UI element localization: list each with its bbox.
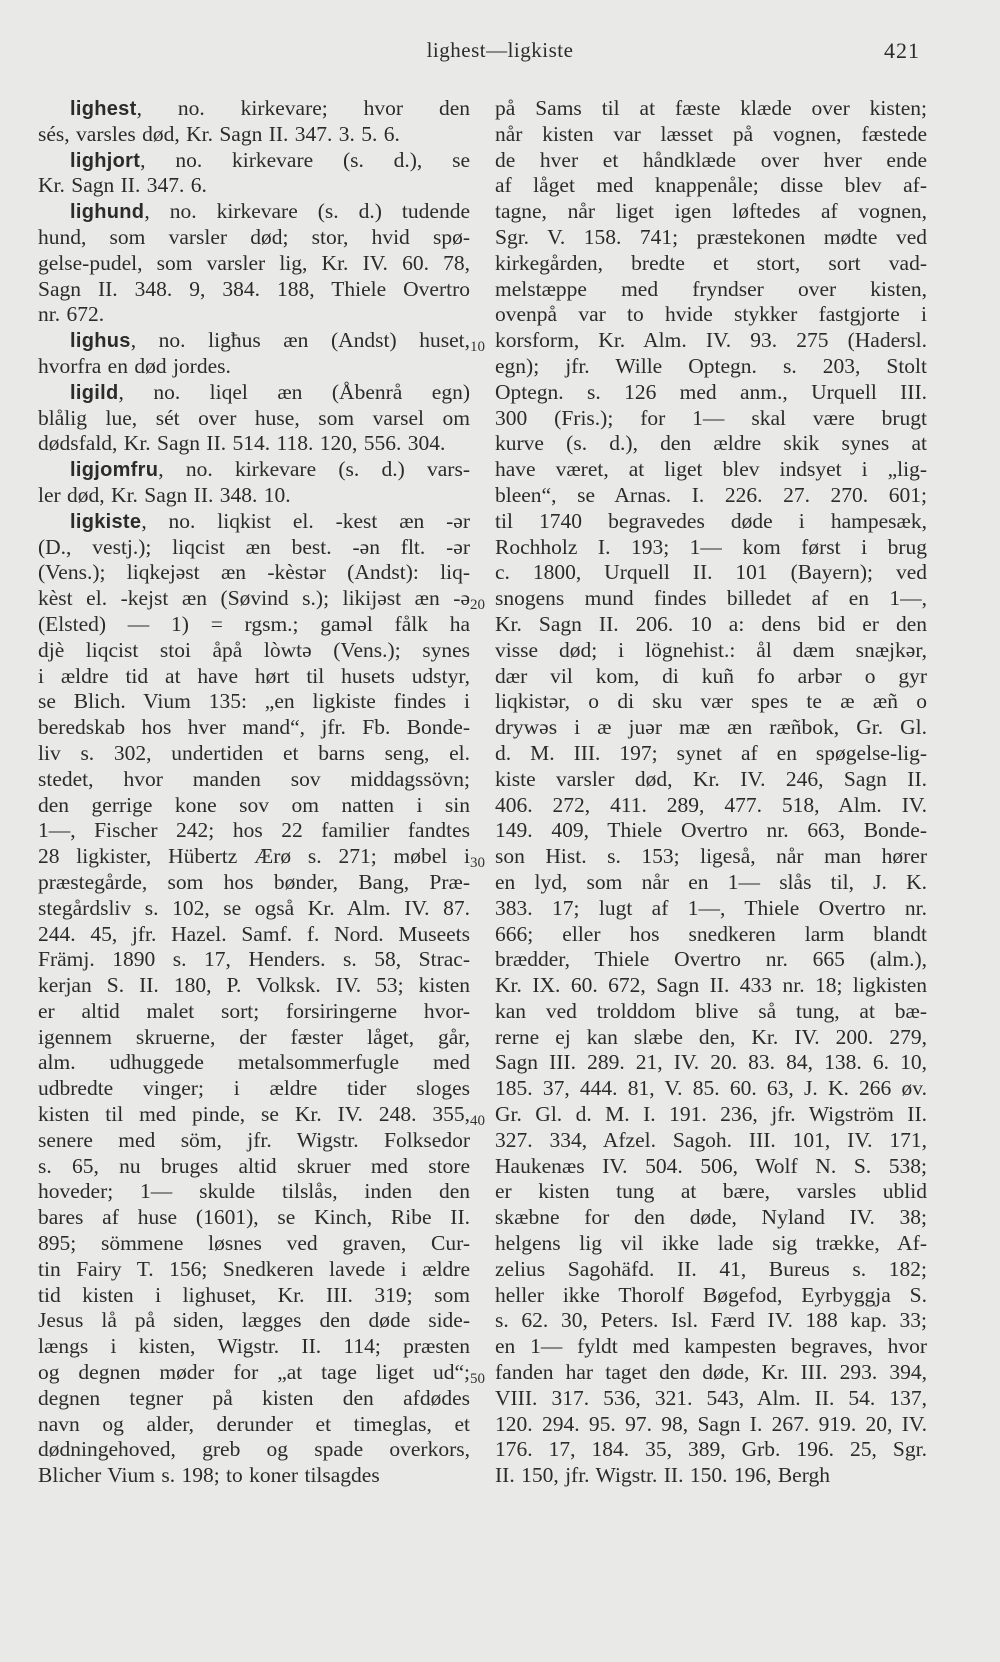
text-line: gelse-pudel, som varsler lig, Kr. IV. 60. 78,	[38, 250, 470, 275]
text-line: 327. 334, Afzel. Sagoh. III. 101, IV. 171,	[495, 1127, 927, 1152]
text-line: korsform, Kr. Alm. IV. 93. 275 (Hadersl.	[495, 328, 927, 353]
text-line: brædder, Thiele Overtro nr. 665 (alm.),	[495, 947, 927, 972]
text-line: helgens lig vil ikke lade sig trække, Af-	[495, 1231, 927, 1256]
text-line: er altid malet sort; forsiringerne hvor-	[38, 998, 470, 1023]
text-line: heller ikke Thorolf Bøgefod, Eyrbyggja S.	[495, 1282, 927, 1307]
text-line: zelius Sagohäfd. II. 41, Bureus s. 182;	[495, 1256, 927, 1281]
text-line: son Hist. s. 153; ligeså, når man hører	[495, 844, 927, 869]
text-line: Kr. Sagn II. 347. 6.	[38, 173, 207, 198]
text-line: sés, varsles død, Kr. Sagn II. 347. 3. 5. 6.	[38, 121, 400, 146]
text-line: melstæppe med fryndser over kisten,	[495, 276, 927, 301]
text-line: visse død; i lögnehist.: ål dæm snæjkər,	[495, 637, 927, 662]
text-line: Optegn. s. 126 med anm., Urquell III.	[495, 379, 927, 404]
text-line: navn og alder, derunder et timeglas, et	[38, 1411, 470, 1436]
text-line: den gerrige kone sov om natten i sin	[38, 792, 470, 817]
text-line: udbredte vinger; i ældre tider sloges	[38, 1076, 470, 1101]
text-line: lighest, no. kirkevare; hvor den	[70, 96, 470, 120]
text-line: (D., vestj.); liqcist æn best. -ən flt. -ər	[38, 534, 470, 559]
entry-headword: lighest	[70, 98, 137, 120]
text-line: skæbne for den døde, Nyland IV. 38;	[495, 1205, 927, 1230]
page-number: 421	[884, 38, 920, 63]
text-line: d. M. III. 197; synet af en spøgelse-lig-	[495, 740, 927, 765]
text-line: degnen tegner på kisten den afdødes	[38, 1385, 470, 1410]
text-line: tid kisten i lighuset, Kr. III. 319; som	[38, 1282, 470, 1307]
text-line: bares af huse (1601), se Kinch, Ribe II.	[38, 1205, 470, 1230]
text-line: ler død, Kr. Sagn II. 348. 10.	[38, 482, 291, 507]
text-line: ligkiste, no. liqkist el. -kest æn -ər	[70, 508, 470, 533]
text-line: liqkistər, o di sku vær spes te æ æñ o	[495, 689, 927, 714]
text-line: præstegårde, som hos bønder, Bang, Præ-	[38, 869, 470, 894]
text-line: liv s. 302, undertiden et barns seng, el.	[38, 740, 470, 765]
text-line: Sagn II. 348. 9, 384. 188, Thiele Overtro	[38, 276, 470, 301]
text-line: 666; eller hos snedkeren larm blandt	[495, 921, 927, 946]
text-line: kan ved trolddom blive så tung, at bæ-	[495, 998, 927, 1023]
text-line: c. 1800, Urquell II. 101 (Bayern); ved	[495, 560, 927, 585]
text-line: have været, at liget blev indsyet i „lig-	[495, 457, 927, 482]
text-line: de hver et håndklæde over hver ende	[495, 147, 927, 172]
text-line: 28 ligkister, Hübertz Ærø s. 271; møbel i	[38, 844, 470, 869]
right-column	[495, 96, 927, 1489]
text-line: en lyd, som når en 1— slås til, J. K.	[495, 869, 927, 894]
text-line: 185. 37, 444. 81, V. 85. 60. 63, J. K. 266 øv.	[495, 1076, 927, 1101]
text-line: Haukenæs IV. 504. 506, Wolf N. S. 538;	[495, 1153, 927, 1178]
entry-headword: ligkiste	[70, 510, 142, 533]
text-line: lighus, no. ligħus æn (Andst) huset,	[70, 328, 470, 353]
text-line: Främj. 1890 s. 17, Henders. s. 58, Strac-	[38, 947, 470, 972]
text-line: igennem skruerne, der fæster låget, går,	[38, 1024, 470, 1049]
entry-headword: lighus	[70, 330, 131, 353]
text-line: kurve (s. d.), den ældre skik synes at	[495, 431, 927, 456]
text-line: dær vil kom, di kuñ fo arbər o gyr	[495, 663, 927, 688]
text-line: Rochholz I. 193; 1— kom først i brug	[495, 534, 927, 559]
left-column	[38, 96, 470, 1489]
text-line: Kr. IX. 60. 672, Sagn II. 433 nr. 18; ligkisten	[495, 973, 927, 998]
text-line: 149. 409, Thiele Overtro nr. 663, Bonde-	[495, 818, 927, 843]
text-line: bleen“, se Arnas. I. 226. 27. 270. 601;	[495, 482, 927, 507]
text-line: til 1740 begravedes døde i hampesæk,	[495, 508, 927, 533]
text-line: 895; sömmene løsnes ved graven, Cur-	[38, 1231, 470, 1256]
text-line: Gr. Gl. d. M. I. 191. 236, jfr. Wigström II.	[495, 1102, 927, 1127]
text-line: 120. 294. 95. 97. 98, Sagn I. 267. 919. 20, IV.	[495, 1411, 927, 1436]
text-line: snogens mund findes billedet af en 1—,	[495, 586, 927, 611]
line-number-marker: 20	[470, 597, 485, 613]
text-line: Jesus lå på siden, lægges den døde side-	[38, 1308, 470, 1333]
text-line: ovenpå var to hvide stykker fastgjorte i	[495, 302, 927, 327]
text-line: s. 62. 30, Peters. Isl. Færd IV. 188 kap. 33;	[495, 1308, 927, 1333]
text-line: 300 (Fris.); for 1— skal være brugt	[495, 405, 927, 430]
text-line: på Sams til at fæste klæde over kisten;	[495, 96, 927, 120]
text-line: hoveder; 1— skulde tilslås, inden den	[38, 1179, 470, 1204]
text-line: se Blich. Vium 135: „en ligkiste findes i	[38, 689, 470, 714]
text-line: djè liqcist stoi åpå lòwtə (Vens.); synes	[38, 637, 470, 662]
text-line: længs i kisten, Wigstr. II. 114; præsten	[38, 1334, 470, 1359]
text-line: og degnen møder for „at tage liget ud“;	[38, 1360, 470, 1385]
text-line: fanden har taget den døde, Kr. III. 293. 394,	[495, 1360, 927, 1385]
text-line: s. 65, nu bruges altid skruer med store	[38, 1153, 470, 1178]
text-line: II. 150, jfr. Wigstr. II. 150. 196, Bergh	[495, 1463, 830, 1488]
text-line: nr. 672.	[38, 302, 105, 327]
text-line: ligjomfru, no. kirkevare (s. d.) vars-	[70, 457, 470, 482]
line-number-marker: 30	[470, 855, 485, 871]
text-line: hvorfra en død jordes.	[38, 353, 231, 378]
entry-headword: lighjort	[70, 149, 141, 172]
text-line: egn); jfr. Wille Optegn. s. 203, Stolt	[495, 353, 927, 378]
text-line: senere med söm, jfr. Wigstr. Folksedor	[38, 1127, 470, 1152]
text-line: (Vens.); liqkejəst æn -kèstər (Andst): liq-	[38, 560, 470, 585]
line-number-marker: 40	[470, 1113, 485, 1129]
text-line: 176. 17, 184. 35, 389, Grb. 196. 25, Sgr.	[495, 1437, 927, 1462]
text-line: (Elsted) — 1) = rgsm.; gaməl fålk ha	[38, 611, 470, 636]
text-line: 244. 45, jfr. Hazel. Samf. f. Nord. Museets	[38, 921, 470, 946]
text-line: alm. udhuggede metalsommerfugle med	[38, 1050, 470, 1075]
text-line: Blicher Vium s. 198; to koner tilsagdes	[38, 1463, 380, 1488]
column-divider	[483, 96, 484, 1578]
running-head: lighest—ligkiste	[426, 38, 574, 62]
text-line: 406. 272, 411. 289, 477. 518, Alm. IV.	[495, 792, 927, 817]
text-line: stedet, hvor manden sov middagssövn;	[38, 766, 470, 791]
entry-headword: ligild	[70, 381, 119, 404]
text-line: kerjan S. II. 180, P. Volksk. IV. 53; kisten	[38, 973, 470, 998]
text-line: blålig lue, sét over huse, som varsel om	[38, 405, 470, 430]
text-line: af låget med knappenåle; disse blev af-	[495, 173, 927, 198]
text-line: tin Fairy T. 156; Snedkeren lavede i ældre	[38, 1256, 470, 1281]
entry-headword: lighund	[70, 201, 145, 224]
text-line: 1—, Fischer 242; hos 22 familier fandtes	[38, 818, 470, 843]
text-line: kisten til med pinde, se Kr. IV. 248. 355,	[38, 1102, 470, 1127]
text-line: lighund, no. kirkevare (s. d.) tudende	[70, 199, 470, 224]
text-line: kèst el. -kejst æn (Søvind s.); likijəst æn -ə	[38, 586, 470, 611]
text-line: kiste varsler død, Kr. IV. 246, Sagn II.	[495, 766, 927, 791]
text-line: Sagn III. 289. 21, IV. 20. 83. 84, 138. 6. 10,	[495, 1050, 927, 1075]
text-line: VIII. 317. 536, 321. 543, Alm. II. 54. 137,	[495, 1385, 927, 1410]
text-line: lighjort, no. kirkevare (s. d.), se	[70, 147, 470, 172]
text-line: kirkegården, bredte et stort, sort vad-	[495, 250, 927, 275]
text-line: er kisten tung at bære, varsles ublid	[495, 1179, 927, 1204]
text-line: i ældre tid at have hørt til husets udstyr,	[38, 663, 470, 688]
text-line: 383. 17; lugt af 1—, Thiele Overtro nr.	[495, 895, 927, 920]
entry-headword: ligjomfru	[70, 459, 159, 482]
text-line: når kisten var læsset på vognen, fæstede	[495, 121, 927, 146]
text-line: dødsfald, Kr. Sagn II. 514. 118. 120, 556. 304.	[38, 431, 446, 456]
text-line: en 1— fyldt med kampesten begraves, hvor	[495, 1334, 927, 1359]
text-line: drywəs i æ juər mæ æn ræñbok, Gr. Gl.	[495, 715, 927, 740]
text-line: Kr. Sagn II. 206. 10 a: dens bid er den	[495, 611, 927, 636]
text-line: rerne ej kan slæbe den, Kr. IV. 200. 279,	[495, 1024, 927, 1049]
text-line: stegårdsliv s. 102, se også Kr. Alm. IV. 87.	[38, 895, 470, 920]
line-number-marker: 10	[470, 339, 485, 355]
page-header	[0, 38, 1000, 68]
line-number-marker: 50	[470, 1371, 485, 1387]
text-line: tagne, når liget igen løftedes af vognen,	[495, 199, 927, 224]
text-line: dødningehoved, greb og spade overkors,	[38, 1437, 470, 1462]
text-line: beredskab hos hver mand“, jfr. Fb. Bonde-	[38, 715, 470, 740]
text-line: Sgr. V. 158. 741; præstekonen mødte ved	[495, 224, 927, 249]
text-line: ligild, no. liqel æn (Åbenrå egn)	[70, 379, 470, 404]
text-line: hund, som varsler død; stor, hvid spø-	[38, 224, 470, 249]
